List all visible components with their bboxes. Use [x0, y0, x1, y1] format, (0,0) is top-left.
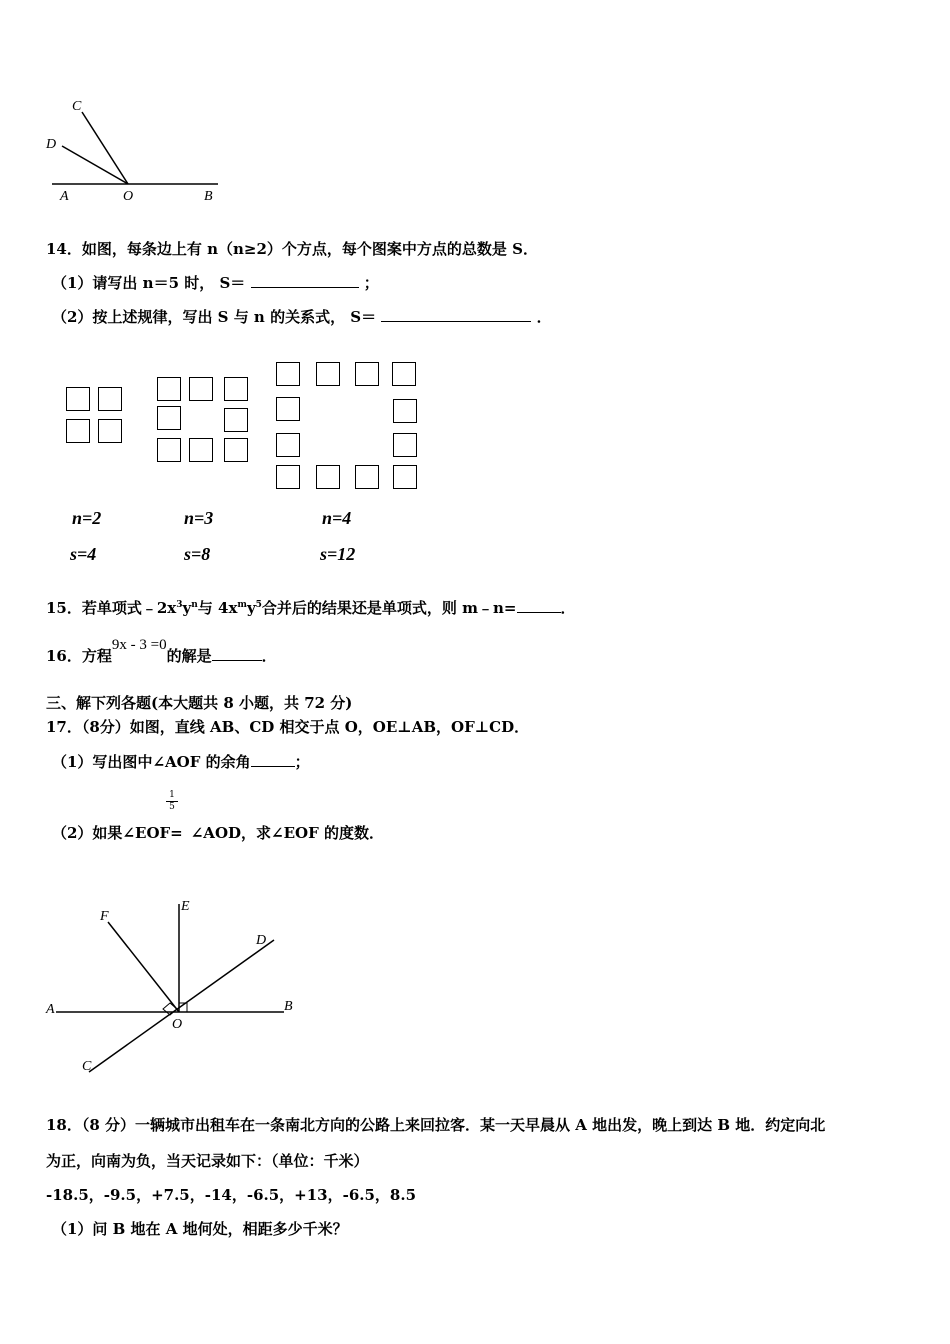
caption-s3: s=8: [184, 544, 211, 564]
q15-mid1: y: [182, 599, 192, 617]
square-dot: [157, 438, 181, 462]
q14-part1-end: ；: [363, 274, 379, 292]
caption-n4: n=4: [322, 508, 352, 528]
label-A: A: [46, 1002, 55, 1017]
square-dot: [189, 438, 213, 462]
q14-part1-text: （1）请写出 n＝5 时， S＝: [52, 274, 246, 292]
square-dot: [98, 387, 122, 411]
square-dot: [393, 399, 417, 423]
label-O: O: [123, 189, 134, 204]
label-C: C: [72, 99, 82, 114]
q18-line1: 18．（8 分）一辆城市出租车在一条南北方向的公路上来回拉客．某一天早晨从 A 地出发，晚上到达 B 地．约定向北: [46, 1116, 826, 1134]
square-dot: [393, 465, 417, 489]
fraction-denominator: 5: [169, 802, 175, 812]
q16-prefix: 16．方程: [46, 647, 112, 665]
square-dot: [316, 362, 340, 386]
section-heading: 三、解下列各题(本大题共 8 小题，共 72 分): [46, 694, 353, 712]
q16: [46, 637, 277, 666]
label-D: D: [46, 137, 57, 152]
q15-blank[interactable]: [517, 598, 561, 613]
q15-mid2: 与 4x: [197, 599, 238, 617]
square-dot: [224, 438, 248, 462]
q15-prefix: 15．若单项式﹣2x: [46, 599, 177, 617]
q17-stem: 17．（8分）如图，直线 AB、CD 相交于点 O，OE⊥AB，OF⊥CD．: [46, 718, 530, 736]
q15-mid3: y: [246, 599, 256, 617]
q17-part2: [52, 822, 384, 843]
fraction-numerator: 1: [169, 790, 175, 800]
q17-part1-blank[interactable]: [251, 752, 295, 767]
caption-n3: n=3: [184, 508, 214, 528]
q15-sup3: m: [237, 600, 247, 610]
square-dot: [276, 433, 300, 457]
q14-part2-blank[interactable]: [381, 307, 531, 322]
label-C: C: [82, 1059, 92, 1074]
angle-figure-q13: [40, 92, 225, 207]
square-dot: [66, 419, 90, 443]
q15: [46, 597, 576, 618]
q15-sup2: n: [191, 600, 198, 610]
square-dot: [276, 397, 300, 421]
q17-part1-end: ；: [294, 753, 310, 771]
label-F: F: [100, 909, 109, 924]
q14-part2: [52, 306, 552, 327]
label-B: B: [204, 189, 213, 204]
caption-s2: s=4: [70, 544, 97, 564]
q15-sup1: 3: [176, 600, 183, 610]
square-dot: [98, 419, 122, 443]
q17-part1: [52, 751, 310, 772]
q18-line2: 为正，向南为负，当天记录如下：（单位：千米）: [46, 1152, 369, 1170]
intersecting-lines-figure-q17: [44, 896, 300, 1080]
label-D: D: [256, 933, 267, 948]
q14-part2-end: ．: [536, 308, 552, 326]
label-B: B: [284, 999, 293, 1014]
square-dot: [316, 465, 340, 489]
q14-part1: [52, 272, 379, 293]
square-dot: [224, 377, 248, 401]
q18-data: -18.5，-9.5，+7.5，-14，-6.5，+13，-6.5，8.5: [46, 1186, 417, 1204]
square-dot: [276, 362, 300, 386]
label-O: O: [172, 1017, 183, 1032]
square-dot: [392, 362, 416, 386]
square-dot: [189, 377, 213, 401]
q17-part1-text: （1）写出图中∠AOF 的余角: [52, 753, 251, 771]
q17-part2-text: （2）如果∠EOF=: [52, 824, 183, 842]
caption-s4: s=12: [320, 544, 356, 564]
q15-end: ．: [560, 599, 576, 617]
label-A: A: [60, 189, 69, 204]
square-dot: [157, 406, 181, 430]
square-dot: [355, 465, 379, 489]
q16-suffix: 的解是: [166, 647, 212, 665]
square-dot: [393, 433, 417, 457]
q16-end: ．: [261, 647, 277, 665]
q17-part2-suffix: ∠AOD，求∠EOF 的度数．: [190, 824, 384, 842]
q15-suffix: 合并后的结果还是单项式，则 m﹣n=: [261, 599, 517, 617]
label-E: E: [181, 899, 190, 914]
caption-n2: n=2: [72, 508, 102, 528]
q14-part1-blank[interactable]: [251, 273, 359, 288]
q14-part2-text: （2）按上述规律，写出 S 与 n 的关系式， S＝: [52, 308, 377, 326]
q14-stem: 14．如图，每条边上有 n（n≥2）个方点，每个图案中方点的总数是 S．: [46, 240, 538, 258]
square-dot: [66, 387, 90, 411]
square-dot: [276, 465, 300, 489]
square-dot: [355, 362, 379, 386]
q15-sup4: 5: [255, 600, 262, 610]
q16-equation: 9x - 3 =0: [111, 637, 167, 653]
square-dot: [224, 408, 248, 432]
fraction: [166, 790, 178, 813]
q18-part1: （1）问 B 地在 A 地何处，相距多少千米？: [52, 1220, 348, 1238]
square-dot: [157, 377, 181, 401]
q16-blank[interactable]: [212, 646, 262, 661]
